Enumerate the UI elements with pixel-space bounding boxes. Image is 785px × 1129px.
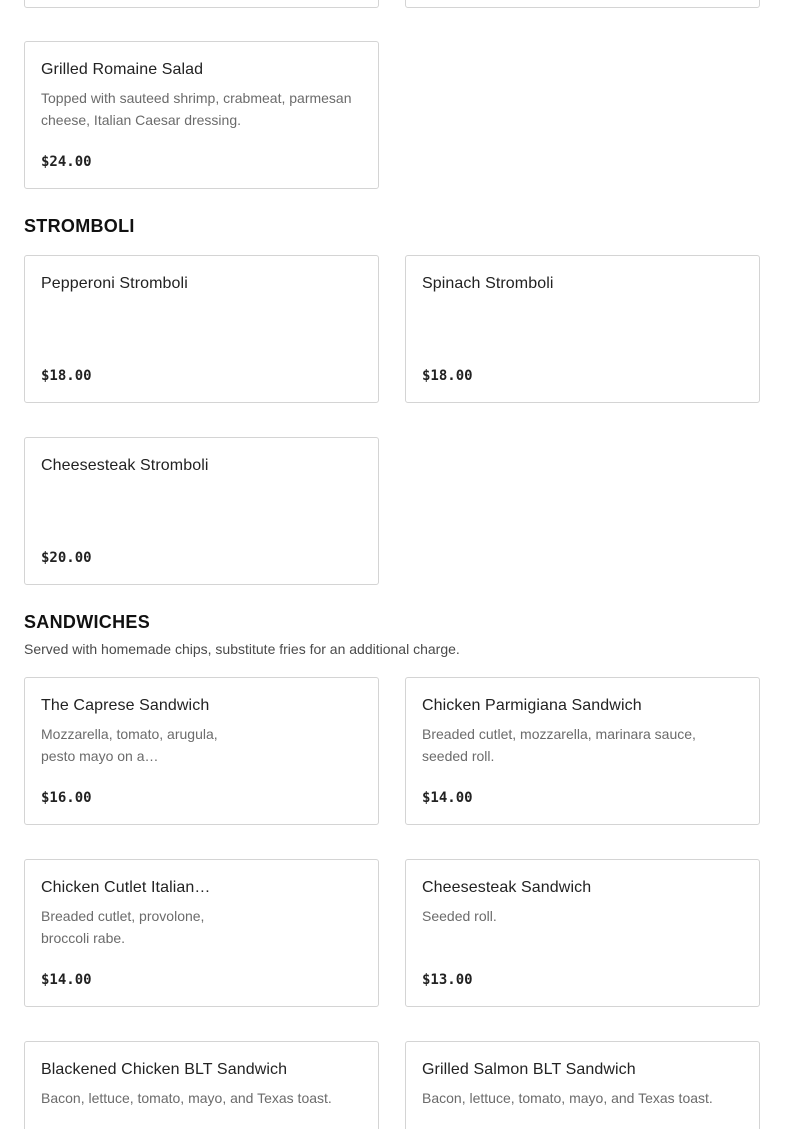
section-description: Served with homemade chips, substitute fries for an additional charge. bbox=[24, 641, 460, 657]
menu-item-description: Bacon, lettuce, tomato, mayo, and Texas toast. bbox=[422, 1090, 713, 1106]
menu-item-card[interactable] bbox=[24, 859, 379, 1007]
menu-item-card-partial-left[interactable] bbox=[24, 0, 379, 8]
section-title-stromboli: STROMBOLI bbox=[24, 216, 135, 236]
menu-item-name: Chicken Cutlet Italian… bbox=[41, 879, 211, 896]
menu-item-description: Breaded cutlet, provolone, broccoli rabe. bbox=[41, 908, 205, 946]
menu-item-price: $18.00 bbox=[41, 368, 92, 384]
menu-item-card[interactable] bbox=[24, 41, 379, 189]
menu-item-card[interactable] bbox=[24, 1041, 379, 1129]
menu-item-description: Topped with sauteed shrimp, crabmeat, parmesan cheese, Italian Caesar dressing. bbox=[41, 90, 352, 128]
menu-item-card[interactable] bbox=[405, 677, 760, 825]
menu-item-description: Bacon, lettuce, tomato, mayo, and Texas toast. bbox=[41, 1090, 332, 1106]
menu-item-card[interactable] bbox=[24, 437, 379, 585]
menu-item-price: $13.00 bbox=[422, 972, 473, 988]
menu-item-card[interactable] bbox=[24, 255, 379, 403]
menu-item-description: Seeded roll. bbox=[422, 908, 497, 924]
menu-item-name: Chicken Parmigiana Sandwich bbox=[422, 697, 642, 714]
menu-item-name: Blackened Chicken BLT Sandwich bbox=[41, 1061, 288, 1078]
menu-item-description: Mozzarella, tomato, arugula, pesto mayo on a… bbox=[41, 726, 218, 764]
menu-item-name: The Caprese Sandwich bbox=[41, 697, 210, 714]
menu-item-description: Breaded cutlet, mozzarella, marinara sauce, seeded roll. bbox=[422, 726, 696, 764]
menu-item-price: $24.00 bbox=[41, 154, 92, 170]
menu-item-name: Spinach Stromboli bbox=[422, 275, 554, 292]
menu-item-card[interactable] bbox=[405, 1041, 760, 1129]
menu-item-card-partial-right[interactable] bbox=[405, 0, 760, 8]
menu-item-name: Cheesesteak Sandwich bbox=[422, 879, 592, 896]
menu-item-card[interactable] bbox=[405, 859, 760, 1007]
menu-item-price: $20.00 bbox=[41, 550, 92, 566]
menu-item-name: Pepperoni Stromboli bbox=[41, 275, 188, 292]
menu-item-price: $14.00 bbox=[422, 790, 473, 806]
menu-item-name: Cheesesteak Stromboli bbox=[41, 457, 209, 474]
menu-item-name: Grilled Salmon BLT Sandwich bbox=[422, 1061, 636, 1078]
menu-item-price: $16.00 bbox=[41, 790, 92, 806]
menu-item-card[interactable] bbox=[24, 677, 379, 825]
menu-item-price: $18.00 bbox=[422, 368, 473, 384]
menu-item-card[interactable] bbox=[405, 255, 760, 403]
section-title-sandwiches: SANDWICHES bbox=[24, 612, 151, 632]
menu-item-name: Grilled Romaine Salad bbox=[41, 61, 204, 78]
menu-item-price: $14.00 bbox=[41, 972, 92, 988]
